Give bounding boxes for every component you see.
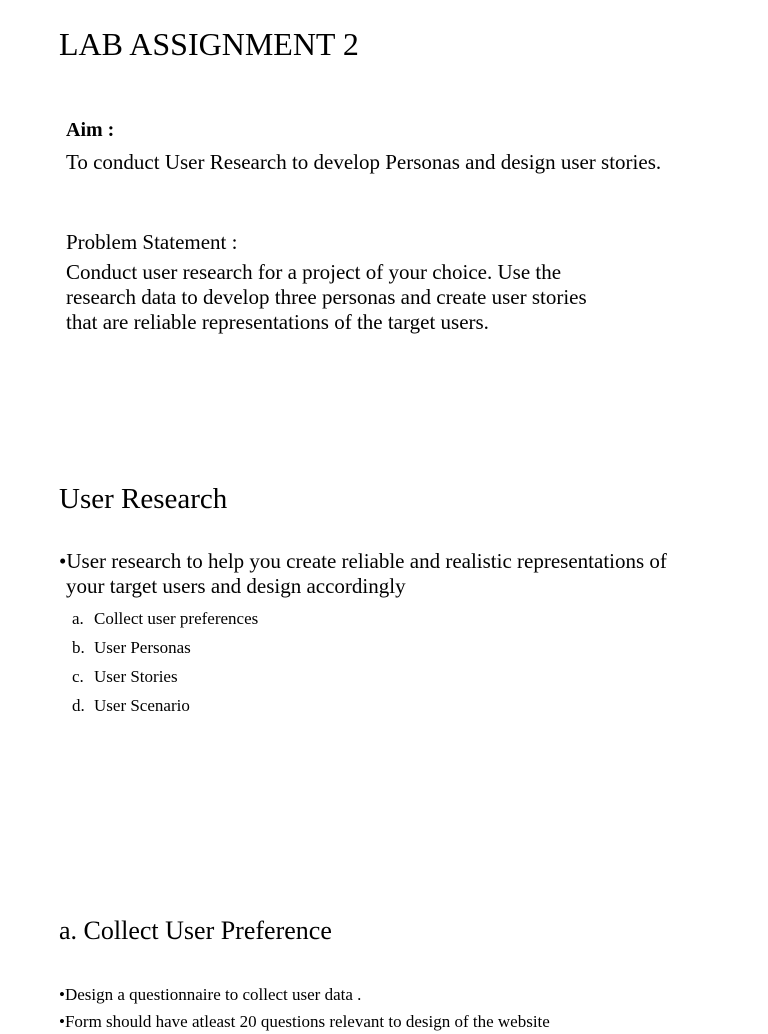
list-marker: d. [72, 696, 85, 715]
list-marker: c. [72, 667, 84, 686]
list-marker: a. [72, 609, 84, 628]
problem-statement-text [66, 260, 666, 335]
collect-user-preference-bullet: •Form should have atleast 20 questions relevant to design of the website [59, 1012, 550, 1031]
list-marker: b. [72, 638, 85, 657]
list-item [72, 662, 258, 691]
user-research-bullet [59, 549, 667, 599]
collect-user-preference-heading: a. Collect User Preference [59, 916, 332, 945]
list-item-text: User Scenario [94, 696, 190, 715]
aim-label: Aim : [66, 119, 115, 141]
list-item-text: Collect user preferences [94, 609, 259, 628]
list-item-text: User Personas [94, 638, 191, 657]
user-research-bullet-line: •User research to help you create reliable and realistic representations of [59, 549, 667, 573]
user-research-bullet-line: your target users and design accordingly [66, 574, 406, 598]
list-item-text: User Stories [94, 667, 178, 686]
page-title: LAB ASSIGNMENT 2 [59, 26, 359, 62]
user-research-heading: User Research [59, 483, 228, 515]
aim-text: To conduct User Research to develop Personas and design user stories. [66, 150, 662, 174]
collect-user-preference-bullet: •Design a questionnaire to collect user data . [59, 985, 362, 1004]
problem-statement-line: research data to develop three personas and create user stories [66, 285, 587, 309]
problem-statement-line: that are reliable representations of the target users. [66, 310, 489, 334]
user-research-list [72, 604, 258, 720]
list-item [72, 633, 258, 662]
list-item [72, 604, 258, 633]
problem-statement-line: Conduct user research for a project of your choice. Use the [66, 260, 562, 284]
list-item [72, 691, 258, 720]
problem-statement-label: Problem Statement : [66, 230, 238, 254]
